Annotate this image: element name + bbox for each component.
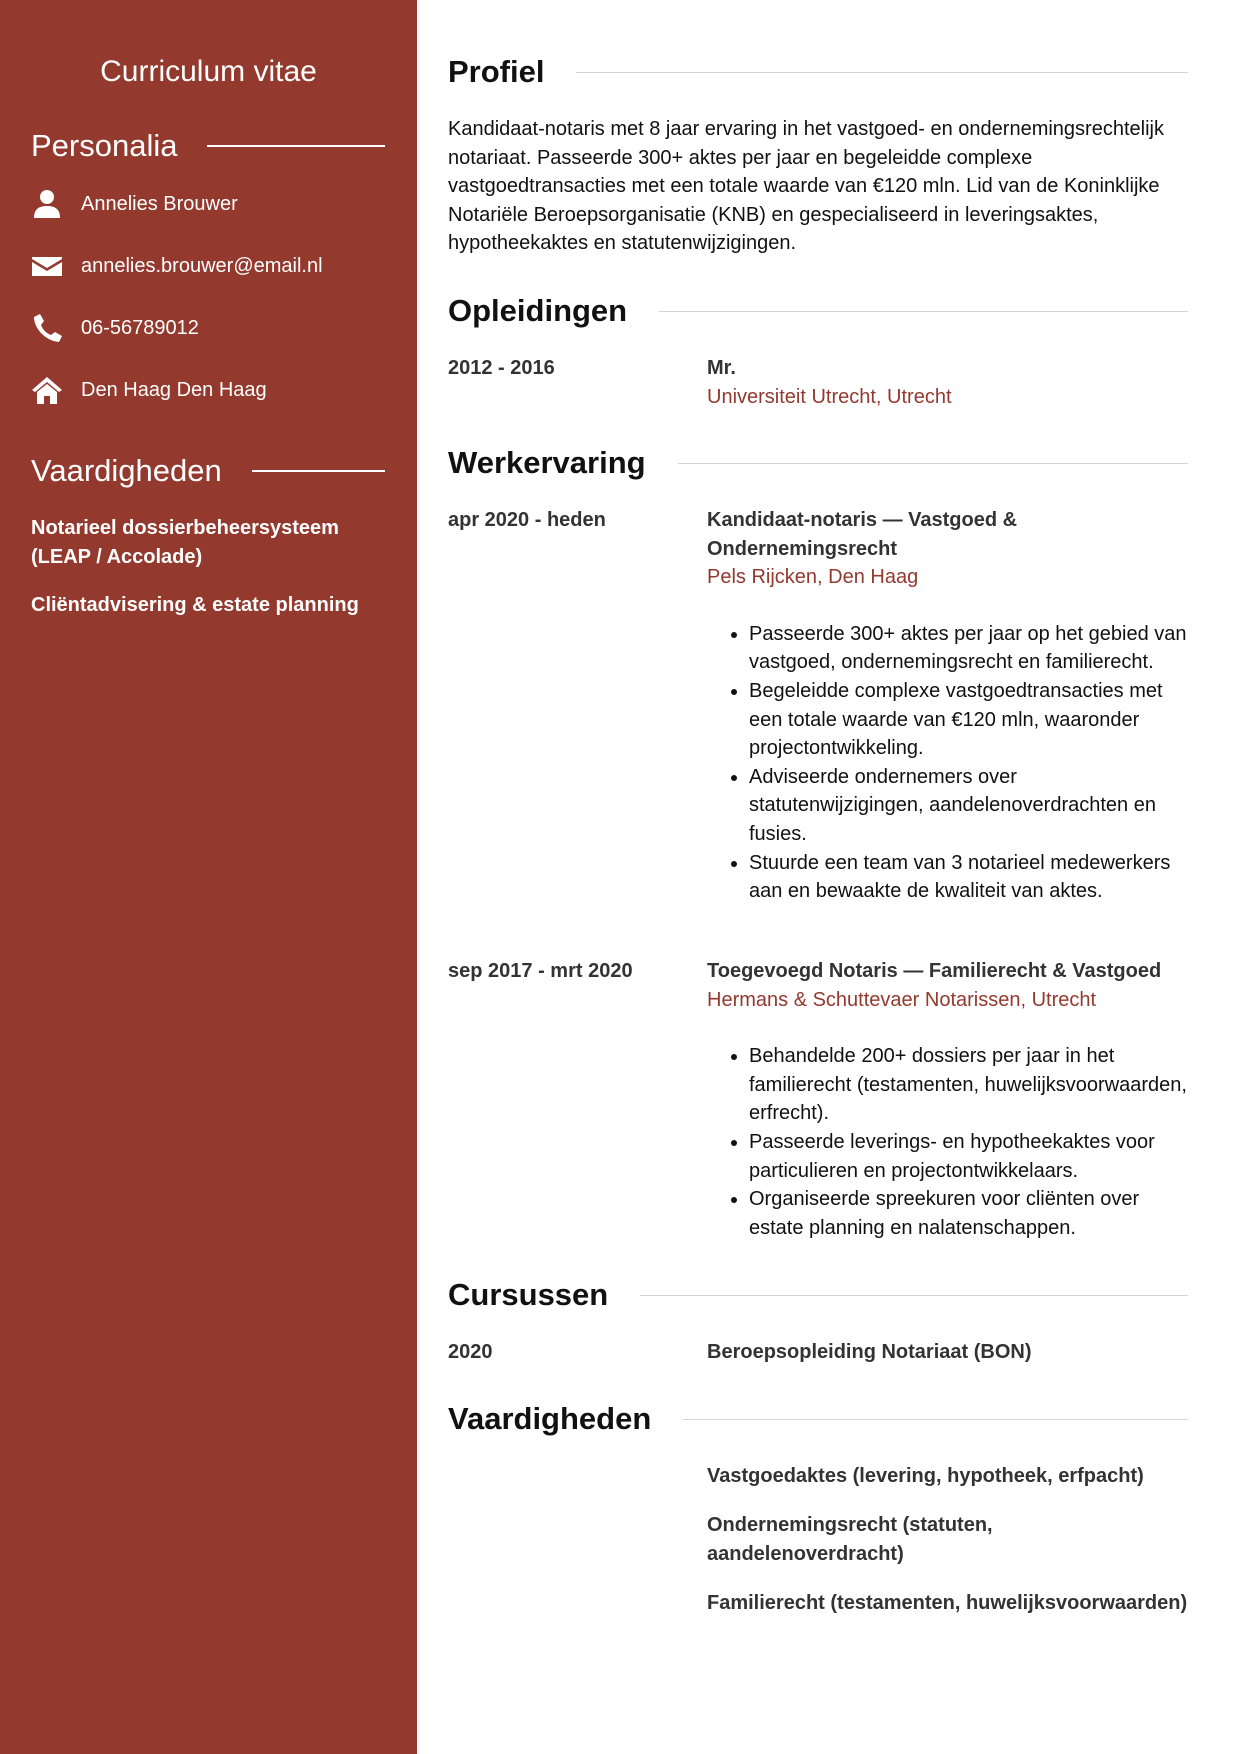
personalia-divider: [207, 145, 385, 147]
experience-title: Kandidaat-notaris — Vastgoed & Ondernemingsrecht: [707, 509, 1018, 560]
experience-heading-text: Werkervaring: [448, 445, 646, 480]
experience-bullet: • Passeerde leverings- en hypotheekaktes voor particulieren en projectontwikkelaars.: [749, 1128, 1188, 1185]
experience-date: sep 2017 - mrt 2020: [448, 960, 633, 982]
sidebar-skill-item: Cliëntadvisering & estate planning: [31, 594, 359, 616]
contact-phone-text[interactable]: 06-56789012: [81, 317, 199, 339]
experience-divider: [678, 463, 1188, 464]
contact-email[interactable]: [31, 250, 323, 282]
course-entry: [707, 1338, 1188, 1367]
sidebar-skills-heading-text: Vaardigheden: [31, 453, 222, 488]
skill-item: Familierecht (testamenten, huwelijksvoorwaarden): [707, 1592, 1188, 1614]
experience-org: Hermans & Schuttevaer Notarissen, Utrecht: [707, 988, 1097, 1011]
course-date: 2020: [448, 1341, 493, 1363]
home-icon: [31, 374, 63, 406]
courses-divider: [640, 1295, 1188, 1296]
experience-bullets: [707, 620, 1188, 906]
contact-address-text: Den Haag Den Haag: [81, 379, 267, 401]
sidebar: [0, 0, 417, 1754]
user-icon: [31, 188, 63, 220]
sidebar-skills-heading: [31, 452, 385, 490]
contact-name: [31, 188, 238, 220]
experience-bullet: • Stuurde een team van 3 notarieel medewerkers aan en bewaakte de kwaliteit van aktes.: [749, 849, 1188, 906]
experience-heading: [448, 444, 1188, 482]
experience-title: Toegevoegd Notaris — Familierecht & Vastgoed: [707, 960, 1162, 982]
skills-divider: [683, 1419, 1188, 1420]
courses-heading: [448, 1276, 1188, 1314]
education-entry: [707, 354, 1188, 411]
profile-heading: [448, 53, 1188, 91]
course-title: Beroepsopleiding Notariaat (BON): [707, 1341, 1032, 1363]
education-title: Mr.: [707, 357, 736, 379]
skill-item: Ondernemingsrecht (statuten, aandelenoverdracht): [707, 1514, 993, 1565]
phone-icon: [31, 312, 63, 344]
experience-entry: [707, 957, 1188, 1242]
contact-phone[interactable]: [31, 312, 199, 344]
experience-org: Pels Rijcken, Den Haag: [707, 566, 919, 589]
contact-address: [31, 374, 267, 406]
education-date: 2012 - 2016: [448, 357, 555, 379]
education-org: Universiteit Utrecht, Utrecht: [707, 385, 952, 408]
experience-bullet: • Passeerde 300+ aktes per jaar op het gebied van vastgoed, ondernemingsrecht en familierecht.: [749, 620, 1188, 677]
education-heading-text: Opleidingen: [448, 293, 628, 328]
experience-bullet: • Organiseerde spreekuren voor cliënten over estate planning en nalatenschappen.: [749, 1185, 1188, 1242]
contact-email-text[interactable]: annelies.brouwer@email.nl: [81, 255, 323, 277]
personalia-heading-text: Personalia: [31, 128, 178, 163]
personalia-heading: [31, 127, 385, 165]
skills-heading-text: Vaardigheden: [448, 1401, 652, 1436]
experience-bullet: • Behandelde 200+ dossiers per jaar in het familierecht (testamenten, huwelijksvoorwaarden, erfrecht).: [749, 1042, 1188, 1128]
education-divider: [659, 311, 1188, 312]
experience-entry: [707, 506, 1188, 906]
envelope-icon: [31, 250, 63, 282]
sidebar-skills-divider: [252, 470, 385, 472]
profile-heading-text: Profiel: [448, 54, 545, 89]
education-heading: [448, 292, 1188, 330]
experience-bullet: • Begeleidde complexe vastgoedtransacties met een totale waarde van €120 mln, waaronder projectontwikkeling.: [749, 677, 1188, 763]
sidebar-skill-item: Notarieel dossierbeheersysteem (LEAP / Accolade): [31, 517, 339, 568]
courses-heading-text: Cursussen: [448, 1277, 609, 1312]
document-title: Curriculum vitae: [100, 55, 317, 88]
experience-bullet: • Adviseerde ondernemers over statutenwijzigingen, aandelenoverdrachten en fusies.: [749, 763, 1188, 849]
experience-bullets: [707, 1042, 1188, 1242]
profile-divider: [576, 72, 1188, 73]
profile-text: Kandidaat-notaris met 8 jaar ervaring in het vastgoed- en ondernemingsrechtelijk notariaat. Passeerde 300+ aktes per jaar en begeleidde complexe vastgoedtransacties met een totale waarde van €120 mln. Lid van de Koninklijke Notariële Beroepsorganisatie (KNB) en gespecialiseerd in leveringsaktes, hypotheekaktes en statutenwijzigingen.: [448, 118, 1164, 255]
contact-name-text: Annelies Brouwer: [81, 193, 238, 215]
skill-item: Vastgoedaktes (levering, hypotheek, erfpacht): [707, 1465, 1144, 1487]
skills-heading: [448, 1400, 1188, 1438]
experience-date: apr 2020 - heden: [448, 509, 606, 531]
